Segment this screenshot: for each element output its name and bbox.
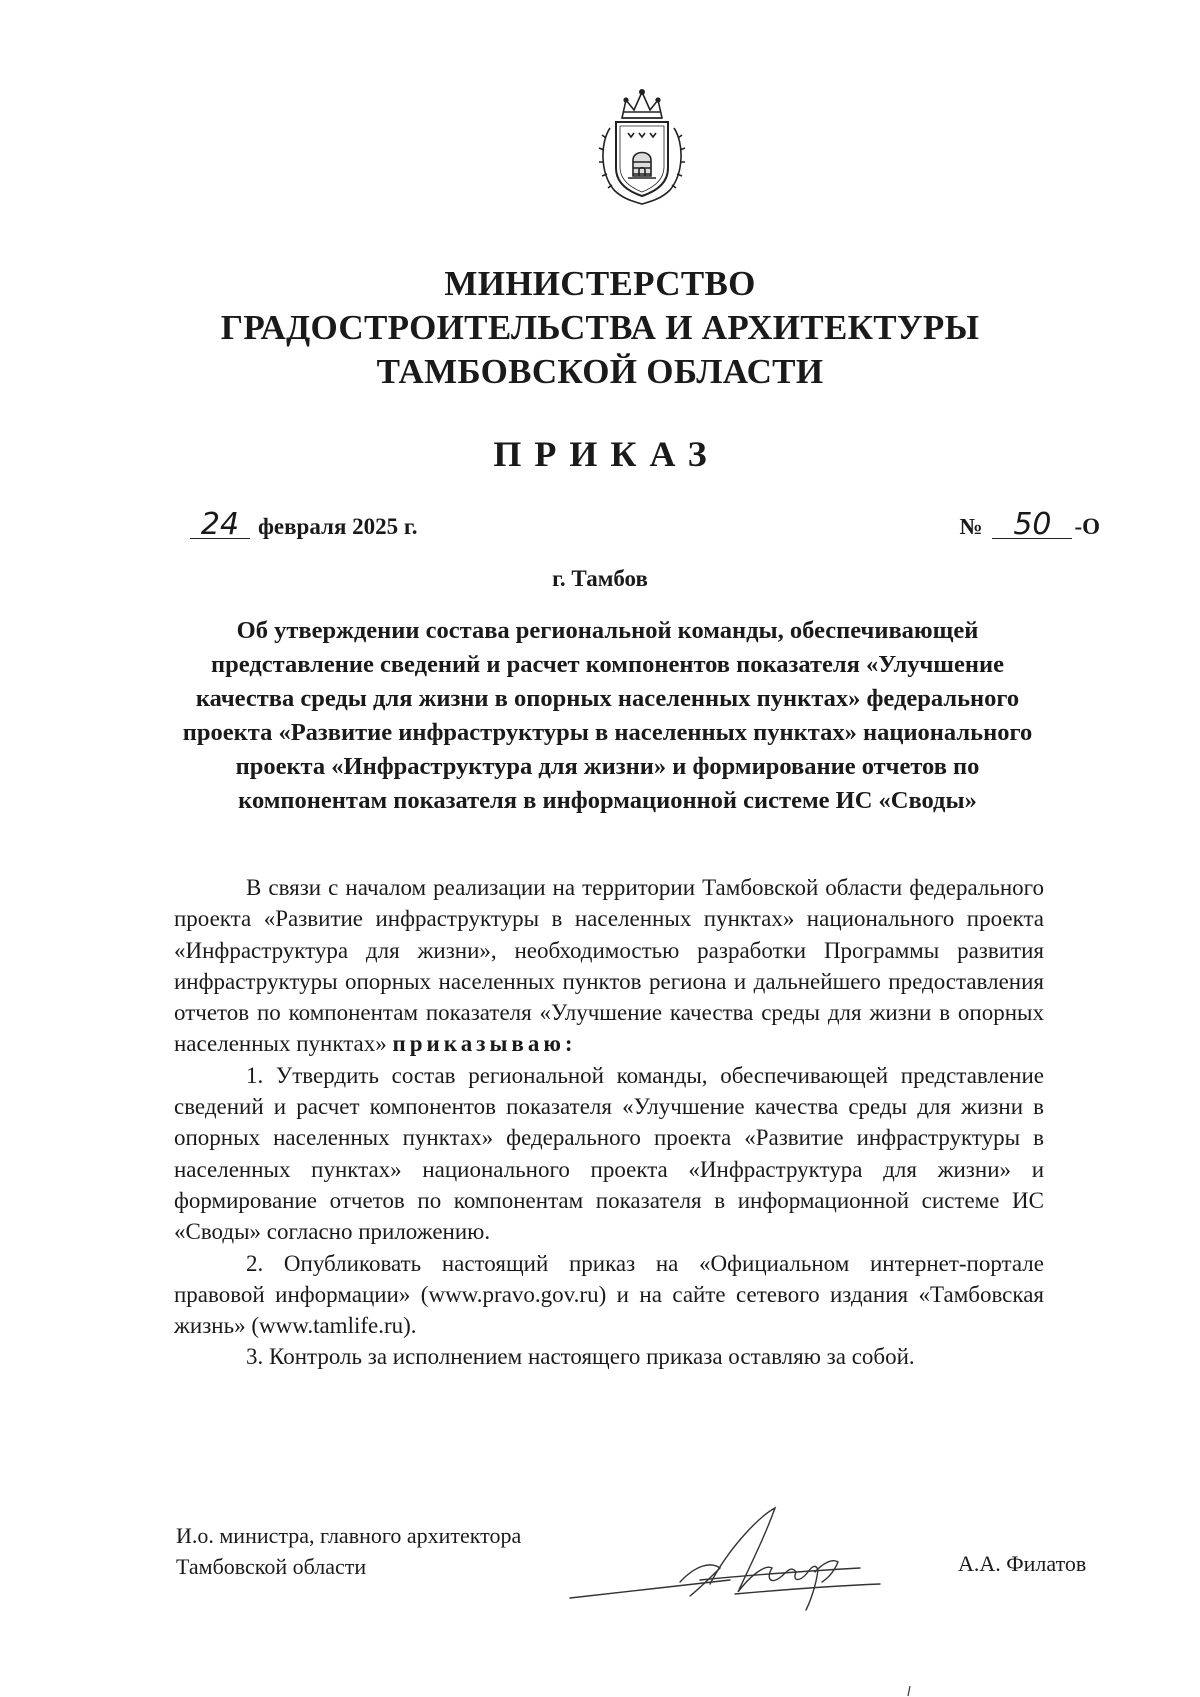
city: г. Тамбов [552,566,648,591]
signatory-position-line-1: И.о. министра, главного архитектора [176,1523,522,1548]
signatory-position [176,1520,521,1582]
handwritten-signature-icon [560,1506,890,1616]
ministry-name [0,262,1200,394]
preamble-paragraph [174,872,1044,1060]
signatory-name: А.А. Филатов [958,1551,1087,1576]
coat-of-arms-icon [592,88,692,206]
order-body [174,872,1044,1373]
handwritten-day: 24 [190,512,250,539]
order-title: Об утверждении состава региональной команды, обеспечивающей представление сведений и расчет компонентов показателя «Улучшение качества среды для жизни в опорных населенных пунктах» федерального проекта «Развитие инфраструктуры в населенных пунктах» национального проекта «Инфраструктура для жизни» и формирование отчетов по компонентам показателя в информационной системе ИС «Своды» [182,617,1033,814]
handwritten-number: 50 [992,512,1072,539]
scan-mark-icon [906,1685,912,1697]
order-number [959,507,1100,542]
order-item-3: 3. Контроль за исполнением настоящего приказа оставляю за собой. [246,1344,915,1370]
order-item-1: 1. Утвердить состав региональной команды, обеспечивающей представление сведений и расчет компонентов показателя «Улучшение качества среды для жизни в опорных населенных пунктах» федерального проекта «Развитие инфраструктуры в населенных пунктах» национального проекта «Инфраструктура для жизни» и формирование отчетов по компонентам показателя в информационной системе ИС «Своды» согласно приложению. [174,1062,1044,1245]
ministry-line-2: ГРАДОСТРОИТЕЛЬСТВА И АРХИТЕКТУРЫ [220,308,980,347]
preamble-text: В связи с началом реализации на территории Тамбовской области федерального проекта «Развитие инфраструктуры в населенных пунктах» национального проекта «Инфраструктура для жизни», необходимостью разработки Программы развития инфраструктуры опорных населенных пунктов региона и дальнейшего предоставления отчетов по компонентам показателя «Улучшение качества среды для жизни в опорных населенных пунктах» [174,875,1044,1057]
order-date [190,507,418,542]
ministry-line-1: МИНИСТЕРСТВО [444,264,756,303]
number-prefix: № [959,514,983,539]
ministry-line-3: ТАМБОВСКОЙ ОБЛАСТИ [376,352,824,391]
signatory-position-line-2: Тамбовской области [176,1554,367,1579]
order-item-2: 2. Опубликовать настоящий приказ на «Официальном интернет-портале правовой информации» (www.pravo.gov.ru) и на сайте сетевого издания «Тамбовская жизнь» (www.tamlife.ru). [174,1250,1044,1339]
order-word: приказываю: [392,1031,577,1057]
date-text: февраля 2025 г. [258,514,418,539]
number-suffix: -О [1074,514,1100,539]
document-type: ПРИКАЗ [493,434,720,474]
